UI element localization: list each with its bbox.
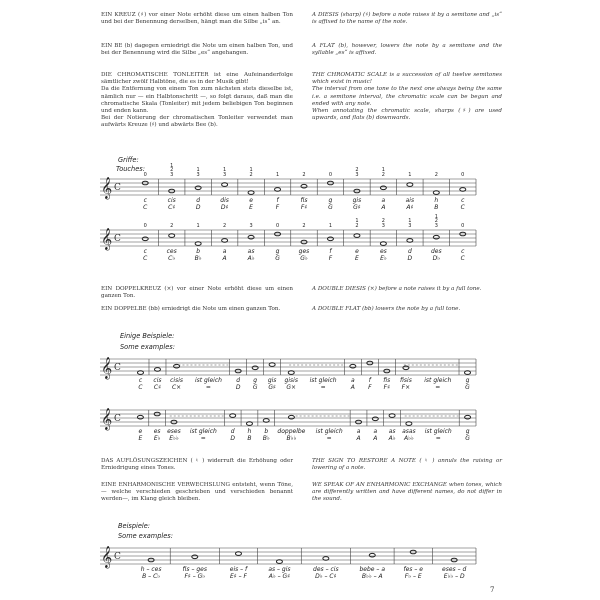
fingering-number: 2 3 — [355, 167, 359, 178]
note-name-de: f — [368, 377, 371, 384]
sharp-text-de: EIN KREUZ (♯) vor einer Note erhöht diese um einen halben Ton und bei der Benennung derselben, hängt man die Silbe „is“ an. — [101, 12, 293, 26]
whole-note — [301, 184, 307, 188]
chromatic-en-3: When annotating the chromatic scale, sharps (♯) are used upwards, and flats (b) downwards. — [312, 108, 502, 122]
note-name-de: c — [138, 377, 143, 384]
double-sharp-text-en: A DOUBLE DIESIS (×) before a note raises it by a full tone. — [312, 286, 482, 292]
note-name-de: h — [434, 197, 439, 204]
note-name-de: ges — [298, 248, 310, 255]
note-name-en: F× — [401, 383, 411, 391]
note-name-en: F — [368, 383, 372, 391]
note-name-de: as — [247, 248, 255, 255]
whole-note — [137, 371, 143, 375]
staff-lines — [100, 179, 476, 199]
fingering-number: 0 — [461, 171, 465, 178]
note-name-en: G♯ — [353, 203, 361, 211]
note-name-de: b — [264, 428, 269, 435]
treble-clef-icon: 𝄞 — [101, 228, 113, 250]
chromatic-de-1: DIE CHROMATISCHE TONLEITER ist eine Aufeinanderfolge sämtlicher zwölf Halbtöne, die es in der Musik gibt! — [101, 72, 293, 86]
treble-clef-icon: 𝄞 — [101, 408, 113, 430]
note-name-de: eses — [167, 428, 181, 435]
fingering-number: 0 — [143, 171, 147, 178]
note-name-de: d — [230, 428, 235, 435]
fingering-number: 3 — [249, 222, 253, 229]
chromatic-en-1: THE CHROMATIC SCALE is a succession of all twelve semitones which exist in music! — [312, 72, 502, 86]
note-name-en: G — [252, 383, 258, 391]
page-number: 7 — [490, 586, 495, 594]
fingering-number: 2 — [302, 222, 306, 229]
note-name-en: F — [275, 203, 280, 211]
note-name-en: = — [200, 434, 206, 442]
note-name-de: ist gleich — [309, 377, 337, 384]
note-name-en: E♯ – F — [229, 572, 247, 580]
whole-note — [192, 555, 198, 559]
note-name-de: a — [381, 197, 386, 204]
note-name-en: = — [326, 434, 332, 442]
fingering-number: 0 — [143, 222, 147, 229]
note-name-de: as – gis — [268, 566, 291, 573]
whole-note — [433, 191, 439, 195]
common-time-icon: C — [114, 363, 121, 373]
note-name-de: g — [253, 377, 258, 384]
note-name-de: fes – e — [403, 566, 423, 573]
whole-note — [222, 183, 228, 187]
note-name-de: ist gleich — [194, 377, 222, 384]
note-name-de: g — [465, 428, 470, 435]
fingering-number: 2 — [302, 171, 306, 178]
whole-note — [248, 191, 254, 195]
fingering-number: 1 2 — [381, 167, 385, 178]
note-name-de: ist gleich — [424, 428, 452, 435]
note-name-en: B♭ — [194, 254, 202, 262]
note-name-de: dis — [220, 197, 229, 204]
note-name-en: B — [434, 203, 439, 211]
note-name-de: c — [143, 197, 147, 204]
note-name-en: D♭ — [432, 254, 441, 262]
note-name-de: des – cis — [313, 566, 339, 573]
enharmonic-text-de: EINE ENHARMONISCHE VERWECHSLUNG entsteht, wenn Töne, — welche verschieden geschrieben und verschieden benannt werden—, im Klang gleich bleiben. — [101, 482, 293, 503]
note-name-de: g — [275, 248, 280, 255]
sharp-text-en: A DIESIS (sharp) (♯) before a note raises it by a semitone and „is“ is affixed to the name of the note. — [312, 12, 502, 26]
note-name-en: F — [328, 254, 333, 262]
flat-text-en: A FLAT (b), however, lowers the note by a semitone and the syllable „es“ is affixed. — [312, 43, 502, 57]
note-name-de: b — [196, 248, 201, 255]
whole-note — [154, 368, 160, 372]
chromatic-text-en — [312, 72, 502, 122]
note-name-de: eis – f — [229, 566, 248, 573]
note-name-en: B♭ — [262, 434, 270, 442]
whole-note — [407, 239, 413, 243]
whole-note — [288, 371, 294, 375]
natural-text-de: DAS AUFLÖSUNGSZEICHEN ( ♮ ) widerruft die Erhöhung oder Erniedrigung eines Tones. — [101, 458, 293, 472]
whole-note — [380, 186, 386, 190]
fingering-number: 1 2 3 — [170, 162, 174, 178]
note-name-en: F♯ – G♭ — [184, 572, 206, 580]
note-name-en: C — [143, 203, 148, 211]
einige-beispiele-label: Einige Beispiele: — [120, 332, 175, 340]
note-name-en: C — [138, 383, 143, 391]
fingering-number: 1 3 — [223, 167, 227, 178]
note-name-en: A♭ – G♯ — [268, 572, 291, 580]
whole-note — [195, 242, 201, 246]
note-name-de: a — [350, 377, 355, 384]
note-name-de: asas — [402, 428, 416, 435]
note-name-en: = — [320, 383, 326, 391]
note-name-en: G — [328, 203, 333, 211]
fingering-number: 2 — [223, 222, 227, 229]
whole-note — [354, 234, 360, 238]
whole-note — [350, 364, 356, 368]
fingering-number: 1 — [408, 171, 412, 178]
note-name-de: a — [356, 428, 361, 435]
fingering-number: 1 — [328, 222, 333, 229]
whole-note — [327, 237, 333, 241]
whole-note — [246, 422, 252, 426]
note-name-en: F♭ – E — [404, 572, 422, 580]
whole-note — [403, 366, 409, 370]
note-name-en: E♭ — [380, 254, 387, 262]
note-name-de: ist gleich — [189, 428, 217, 435]
treble-clef-icon: 𝄞 — [101, 177, 113, 199]
note-name-de: e — [138, 428, 143, 435]
flat-text-de: EIN BE (b) dagegen erniedrigt die Note um einen halben Ton, und bei der Benennung wird die Silbe „es“ angehangen. — [101, 43, 293, 57]
fingering-number: 1 2 — [249, 167, 253, 178]
whole-note — [465, 371, 471, 375]
note-name-en: A — [381, 203, 386, 211]
fingering-number: 1 — [196, 222, 200, 229]
fingering-number: 2 — [170, 222, 174, 229]
note-name-de: fis — [300, 197, 308, 204]
whole-note — [222, 239, 228, 243]
some-examples-label-2: Some examples: — [118, 532, 173, 540]
note-name-en: E♭ — [153, 434, 161, 442]
note-name-de: bebe – a — [359, 566, 385, 573]
chromatic-en-2: The interval from one tone to the next one always being the same i.e. a semitone interval, the chromatic scale can be begun and ended with any note. — [312, 86, 502, 107]
whole-note — [323, 557, 329, 561]
note-name-en: A — [373, 434, 378, 442]
beispiele-label: Beispiele: — [118, 522, 151, 530]
note-name-de: c — [461, 248, 465, 255]
fingering-number: 2 3 — [381, 218, 385, 229]
whole-note — [372, 417, 378, 421]
note-name-en: = — [205, 383, 211, 391]
whole-note — [369, 553, 375, 557]
note-name-en: E♭♭ — [169, 434, 179, 442]
note-name-en: F♯ — [383, 383, 390, 391]
staff-lines — [100, 410, 476, 430]
whole-note — [269, 363, 275, 367]
note-name-de: ist gleich — [315, 428, 343, 435]
note-name-de: c — [461, 197, 465, 204]
common-time-icon: C — [114, 414, 121, 424]
note-name-en: G — [465, 434, 470, 442]
fingering-number: 0 — [461, 222, 465, 229]
common-time-icon: C — [114, 183, 121, 193]
note-name-de: cis — [153, 377, 162, 384]
whole-note — [275, 188, 281, 192]
whole-note — [389, 414, 395, 418]
whole-note — [460, 188, 466, 192]
note-name-en: C× — [171, 383, 182, 391]
note-name-de: h – ces — [140, 566, 162, 573]
note-name-de: fisis — [400, 377, 412, 384]
note-name-en: C — [143, 254, 148, 262]
note-name-en: E — [138, 434, 143, 442]
note-name-de: a — [373, 428, 378, 435]
note-name-de: e — [355, 248, 359, 255]
treble-clef-icon: 𝄞 — [101, 546, 113, 568]
whole-note — [142, 237, 148, 241]
note-name-en: A♭ — [388, 434, 396, 442]
note-name-en: A♭ — [247, 254, 255, 262]
note-name-en: D — [235, 383, 241, 391]
chromatic-de-3: Bei der Notierung der chromatischen Tonleiter verwendet man aufwärts Kreuze (♯) und abwärts Bee (b). — [101, 115, 293, 129]
note-name-de: ais — [405, 197, 415, 204]
staff-lines — [100, 548, 476, 568]
whole-note — [406, 422, 412, 426]
note-name-en: F♯ — [300, 203, 308, 211]
note-name-en: = — [435, 383, 441, 391]
whole-note — [263, 419, 269, 423]
fingering-number: 1 3 — [408, 218, 412, 229]
note-name-en: B — [247, 434, 252, 442]
note-name-en: C♯ — [168, 203, 176, 211]
note-name-en: B♭♭ — [286, 434, 297, 442]
fingering-number: 2 — [434, 171, 438, 178]
note-name-de: f — [276, 197, 279, 204]
note-name-en: A — [222, 254, 227, 262]
note-name-en: D♯ — [220, 203, 229, 211]
note-name-en: A — [356, 434, 361, 442]
fingering-number: 1 2 — [355, 218, 359, 229]
whole-note — [407, 183, 413, 187]
note-name-en: D — [407, 254, 413, 262]
note-name-de: ces — [166, 248, 177, 255]
fingering-number: 1 — [275, 171, 280, 178]
note-name-en: G× — [286, 383, 297, 391]
note-name-en: D♭ – C♯ — [315, 572, 337, 580]
note-name-en: B♭♭ – A — [361, 572, 383, 580]
note-name-de: fis — [383, 377, 391, 384]
staff-lines — [100, 230, 476, 250]
fingering-number: 0 — [328, 171, 333, 178]
double-flat-text-de: EIN DOPPELBE (bb) erniedrigt die Note um einen ganzen Ton. — [101, 306, 281, 312]
note-name-en: D — [230, 434, 235, 442]
note-name-en: G — [465, 383, 470, 391]
whole-note — [248, 235, 254, 239]
note-name-en: G — [275, 254, 280, 262]
note-name-en: C♯ — [153, 383, 162, 391]
note-name-de: c — [143, 248, 147, 255]
note-name-en: B – C♭ — [142, 572, 161, 580]
note-name-en: C — [460, 254, 465, 262]
note-name-de: gisis — [284, 377, 298, 384]
note-name-en: E♭♭ – D — [443, 572, 465, 580]
whole-note — [465, 415, 471, 419]
note-name-de: fis – ges — [182, 566, 208, 573]
whole-note — [288, 415, 294, 419]
note-name-en: D — [195, 203, 201, 211]
note-name-en: G♭ — [300, 254, 308, 262]
note-name-de: h — [247, 428, 252, 435]
common-time-icon: C — [114, 234, 121, 244]
staff-lines — [100, 359, 476, 379]
chromatic-de-2: Da die Entfernung von einem Ton zum nächsten stets dieselbe ist, nämlich nur — ein Halbtonschritt —, so folgt daraus, daß man die chromatische Skala (Tonleiter) mit jedem beliebigen Ton beginnen und enden kann. — [101, 86, 293, 115]
note-name-de: d — [196, 197, 201, 204]
enharmonic-text-en: WE SPEAK OF AN ENHARMONIC EXCHANGE when tones, which are differently written and have different names, do not differ in the sound. — [312, 482, 502, 503]
note-name-de: doppelbe — [277, 428, 306, 435]
double-sharp-text-de: EIN DOPPELKREUZ (×) vor einer Note erhöht diese um einen ganzen Ton. — [101, 286, 293, 300]
note-name-de: ist gleich — [424, 377, 452, 384]
whole-note — [137, 415, 143, 419]
whole-note — [230, 414, 236, 418]
whole-note — [195, 186, 201, 190]
fingering-number: 1 3 — [196, 167, 200, 178]
note-name-en: E — [355, 254, 359, 262]
note-name-de: eses – d — [442, 566, 467, 573]
note-name-de: e — [249, 197, 253, 204]
griffe-label: Griffe: — [118, 156, 139, 164]
note-name-en: C — [460, 203, 465, 211]
whole-note — [169, 234, 175, 238]
natural-text-en: THE SIGN TO RESTORE A NOTE ( ♮ ) annuls the raising or lowering of a note. — [312, 458, 502, 472]
note-name-de: g — [328, 197, 333, 204]
fingering-number: 1 2 3 — [434, 213, 438, 229]
note-name-en: A♭♭ — [403, 434, 414, 442]
whole-note — [235, 552, 241, 556]
note-name-de: f — [329, 248, 332, 255]
whole-note — [380, 242, 386, 246]
fingering-number: 0 — [275, 222, 280, 229]
touches-label: Touches: — [116, 165, 145, 173]
note-name-en: = — [435, 434, 441, 442]
whole-note — [276, 560, 282, 564]
note-name-de: a — [222, 248, 227, 255]
note-name-en: A — [350, 383, 355, 391]
note-name-de: gis — [352, 197, 362, 204]
whole-note — [252, 366, 258, 370]
note-name-de: as — [388, 428, 396, 435]
note-name-en: C♭ — [168, 254, 176, 262]
common-time-icon: C — [114, 552, 121, 562]
note-name-de: gis — [267, 377, 277, 384]
note-name-de: cis — [167, 197, 176, 204]
note-name-de: es — [153, 428, 161, 435]
note-name-de: es — [379, 248, 387, 255]
chromatic-text-de — [101, 72, 293, 130]
note-name-de: d — [407, 248, 412, 255]
note-name-en: G♯ — [268, 383, 276, 391]
treble-clef-icon: 𝄞 — [101, 357, 113, 379]
note-name-de: des — [430, 248, 442, 255]
whole-note — [433, 235, 439, 239]
note-name-de: cisis — [170, 377, 184, 384]
note-name-en: E — [249, 203, 253, 211]
note-name-de: d — [236, 377, 241, 384]
double-flat-text-en: A DOUBLE FLAT (bb) lowers the note by a full tone. — [312, 306, 461, 312]
note-name-en: A♯ — [406, 203, 414, 211]
some-examples-label: Some examples: — [120, 343, 175, 351]
note-name-de: g — [465, 377, 470, 384]
